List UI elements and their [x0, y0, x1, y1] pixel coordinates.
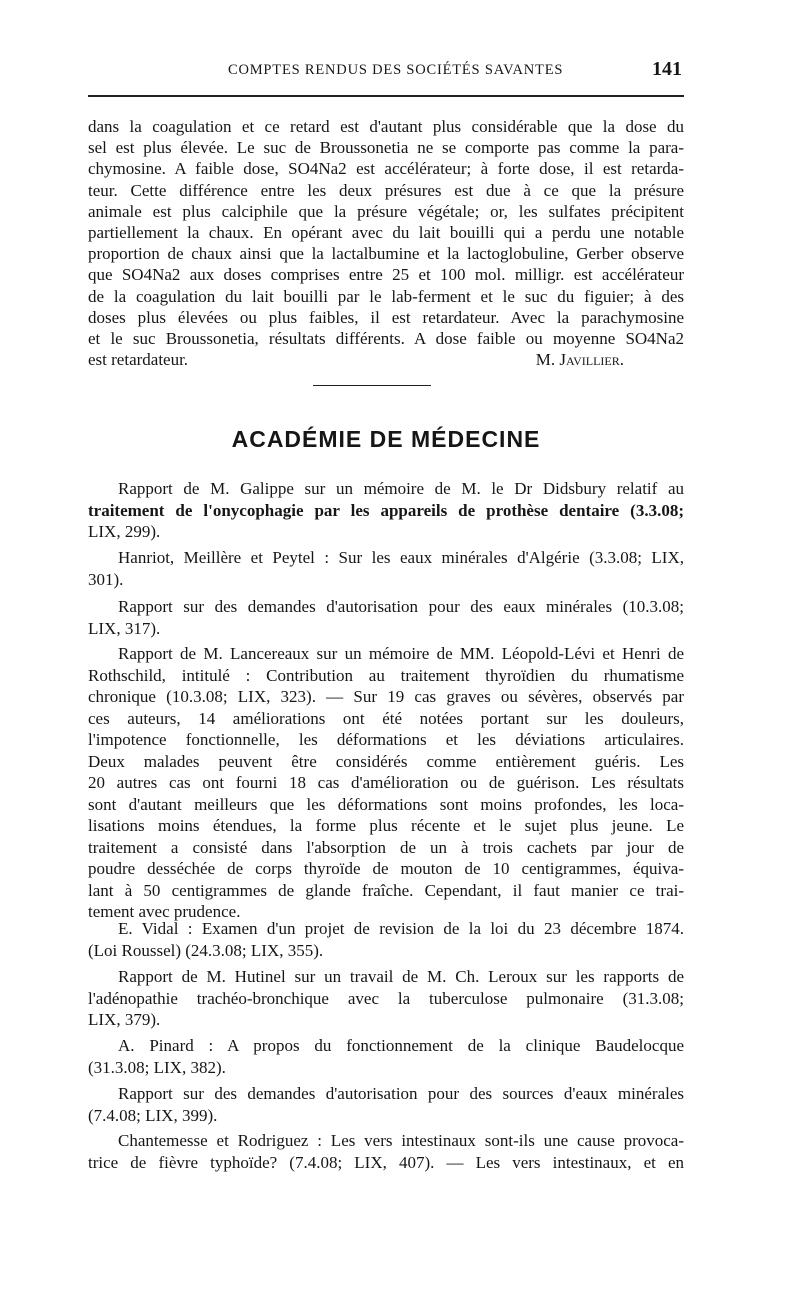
- text-line: chronique (10.3.08; LIX, 323). — Sur 19 cas graves ou sévères, observés par: [88, 687, 684, 706]
- text-line: (Loi Roussel) (24.3.08; LIX, 355).: [88, 940, 324, 960]
- text-line: partiellement la chaux. En opérant avec du lait bouilli qui a perdu une notable: [88, 223, 684, 243]
- running-head: [88, 58, 688, 86]
- entry-pinard: [88, 1035, 684, 1078]
- text-line: sont d'autant meilleurs que les déformations sont moins profondes, les loca-: [88, 794, 684, 814]
- text-line: l'adénopathie trachéo-bronchique avec la tuberculose pulmonaire (31.3.08;: [88, 988, 684, 1008]
- top-paragraph: [88, 116, 684, 370]
- text-line: Hanriot, Meillère et Peytel : Sur les eaux minérales d'Algérie (3.3.08; LIX,: [118, 548, 684, 567]
- text-line: 301).: [88, 569, 124, 589]
- text-line: ces auteurs, 14 améliorations ont été notées portant sur les douleurs,: [88, 708, 684, 728]
- page-number: 141: [652, 58, 682, 80]
- text-line: doses plus élevées ou plus faibles, il est retardateur. Avec la parachymosine: [88, 307, 684, 327]
- text-line: chymosine. A faible dose, SO4Na2 est accélérateur; à forte dose, il est retarda-: [88, 159, 684, 179]
- text-line: Rapport sur des demandes d'autorisation pour des sources d'eaux minérales: [118, 1084, 684, 1103]
- text-line: Deux malades peuvent être considérés comme entièrement guéris. Les: [88, 751, 684, 771]
- entry-vidal: [88, 918, 684, 961]
- text-line: (31.3.08; LIX, 382).: [88, 1057, 226, 1077]
- text-line: lisations moins étendues, la forme plus récente et le sujet plus jeune. Le: [88, 816, 684, 835]
- entry-lancereaux: [88, 643, 684, 923]
- running-title: COMPTES RENDUS DES SOCIÉTÉS SAVANTES: [228, 62, 564, 78]
- header-rule: [88, 95, 684, 97]
- text-line: l'impotence fonctionnelle, les déformations et les déviations articulaires.: [88, 730, 684, 749]
- entry-autorisation-sources: [88, 1083, 684, 1126]
- entry-chantemesse: [88, 1130, 684, 1173]
- text-line: est retardateur.: [88, 350, 189, 370]
- text-line: animale est plus calciphile que la présure végétale; or, les sulfates précipitent: [88, 201, 684, 221]
- closing-line: [88, 349, 684, 370]
- text-line: que SO4Na2 aux doses comprises entre 25 et 100 mol. milligr. est accélérateur: [88, 265, 684, 285]
- text-line: LIX, 299).: [88, 522, 161, 541]
- text-line: 20 autres cas ont fourni 18 cas d'amélioration ou de guérison. Les résultats: [88, 773, 684, 792]
- text-line: poudre desséchée de corps thyroïde de mouton de 10 centigrammes, équiva-: [88, 859, 684, 878]
- text-line: Rothschild, intitulé : Contribution au traitement thyroïdien du rhumatisme: [88, 665, 684, 685]
- text-line: (7.4.08; LIX, 399).: [88, 1105, 218, 1125]
- text-line: Rapport sur des demandes d'autorisation pour des eaux minérales (10.3.08;: [118, 597, 684, 616]
- text-line: Rapport de M. Hutinel sur un travail de M. Ch. Leroux sur les rapports de: [118, 967, 684, 986]
- text-line: teur. Cette différence entre les deux présures est due à ce que la présure: [88, 180, 684, 200]
- text-line: traitement de l'onycophagie par les appareils de prothèse dentaire (3.3.08;: [88, 500, 684, 520]
- text-line: lant à 50 centigrammes de glande fraîche. Cependant, il faut manier ce trai-: [88, 880, 684, 900]
- text-line: LIX, 317).: [88, 618, 161, 638]
- author-signature: M. Javillier.: [535, 350, 624, 370]
- text-line: Rapport de M. Galippe sur un mémoire de M. le Dr Didsbury relatif au: [118, 479, 684, 498]
- text-line: et le suc Broussonetia, résultats différents. A dose faible ou moyenne SO4Na2: [88, 329, 684, 349]
- text-line: LIX, 379).: [88, 1010, 161, 1029]
- section-separator: [313, 385, 431, 386]
- entry-hanriot: [88, 547, 684, 590]
- text-line: tement avec prudence.: [88, 902, 241, 921]
- text-line: traitement a consisté dans l'absorption de un à trois cachets par jour de: [88, 837, 684, 857]
- text-line: E. Vidal : Examen d'un projet de revision de la loi du 23 décembre 1874.: [118, 919, 684, 938]
- text-line: A. Pinard : A propos du fonctionnement de la clinique Baudelocque: [118, 1036, 684, 1055]
- text-line: proportion de chaux ainsi que la lactalbumine et la lactoglobuline, Gerber observe: [88, 244, 684, 264]
- entry-galippe: [88, 478, 684, 543]
- section-heading: ACADÉMIE DE MÉDECINE: [231, 426, 541, 452]
- text-line: Chantemesse et Rodriguez : Les vers intestinaux sont-ils une cause provoca-: [118, 1131, 684, 1150]
- text-line: de la coagulation du lait bouilli par le lab-ferment et le suc du figuier; à des: [88, 286, 684, 306]
- text-line: trice de fièvre typhoïde? (7.4.08; LIX, 407). — Les vers intestinaux, et en: [88, 1152, 684, 1172]
- text-line: dans la coagulation et ce retard est d'autant plus considérable que la dose du: [88, 117, 684, 136]
- text-line: sel est plus élevée. Le suc de Broussonetia ne se comporte pas comme la para-: [88, 138, 684, 158]
- entry-autorisation-eaux: [88, 596, 684, 639]
- text-line: Rapport de M. Lancereaux sur un mémoire de MM. Léopold-Lévi et Henri de: [118, 644, 684, 663]
- entry-hutinel: [88, 966, 684, 1031]
